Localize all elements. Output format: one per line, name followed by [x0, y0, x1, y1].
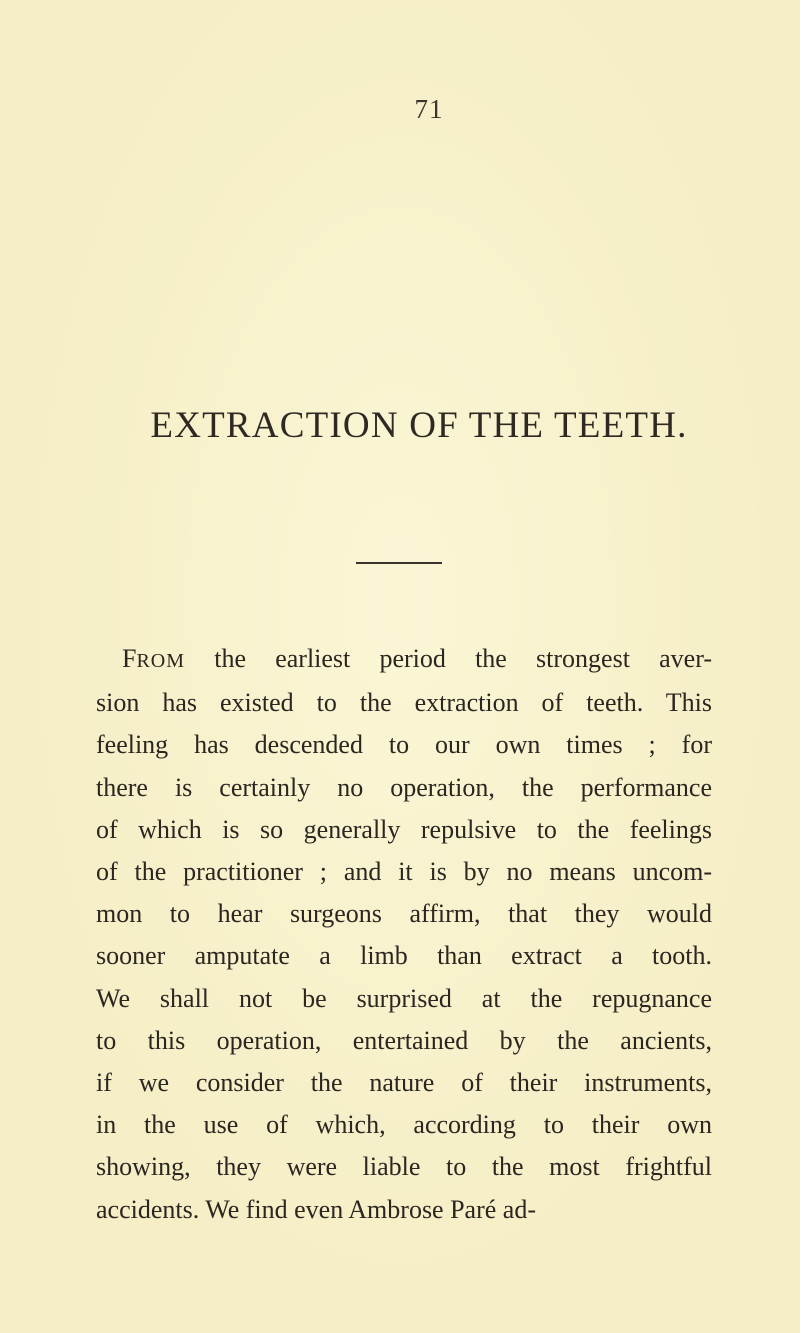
paragraph-line: showing, they were liable to the most frightful — [96, 1152, 712, 1182]
chapter-title: EXTRACTION OF THE TEETH. — [150, 405, 688, 446]
paragraph-line: mon to hear surgeons affirm, that they would — [96, 899, 712, 929]
paragraph-line: there is certainly no operation, the performance — [96, 772, 712, 802]
paragraph-line: of which is so generally repulsive to the feelings — [96, 814, 712, 844]
page-number: 71 — [414, 94, 444, 124]
title-divider-rule — [356, 562, 442, 564]
paragraph-line: feeling has descended to our own times ; for — [96, 730, 712, 760]
paragraph-line: of the practitioner ; and it is by no means uncom- — [96, 857, 712, 887]
paragraph-line: in the use of which, according to their own — [96, 1110, 712, 1140]
paragraph-line-text: the earliest period the strongest aver- — [185, 644, 712, 673]
drop-lead-capital: F — [122, 644, 137, 673]
paragraph-line: sooner amputate a limb than extract a tooth. — [96, 941, 712, 971]
lead-small-caps: ROM — [136, 650, 186, 672]
body-paragraph — [96, 638, 712, 1231]
paragraph-line — [96, 638, 712, 682]
paragraph-line: sion has existed to the extraction of teeth. This — [96, 688, 712, 718]
paragraph-line: if we consider the nature of their instruments, — [96, 1068, 712, 1098]
paragraph-line: accidents. We find even Ambrose Paré ad- — [96, 1194, 536, 1224]
paragraph-line: to this operation, entertained by the ancients, — [96, 1025, 712, 1055]
paragraph-line: We shall not be surprised at the repugnance — [96, 983, 712, 1013]
